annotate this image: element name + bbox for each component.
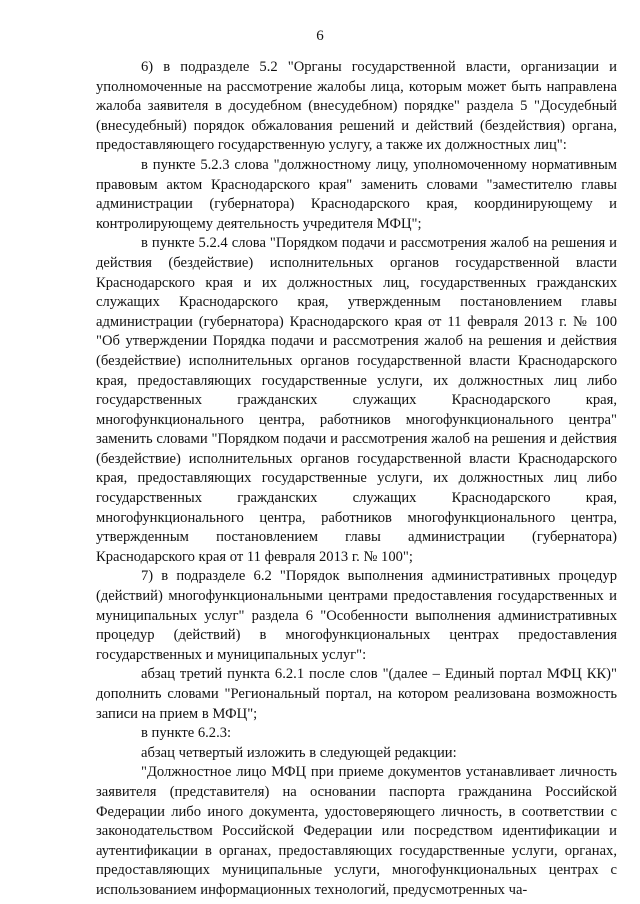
paragraph-item-7: 7) в подразделе 6.2 "Порядок выполнения административных процедур (действий) многофункциональными центрами предоставления государственных и муниципальных услуг" раздела 6 "Особенности выполнения административных процедур (действий) в многофункциональных центрах предоставления государственных и муниципальных услуг": <box>96 568 617 663</box>
page-number: 6 <box>316 28 324 44</box>
document-body <box>96 58 617 901</box>
paragraph-item-5-2-4: в пункте 5.2.4 слова "Порядком подачи и рассмотрения жалоб на решения и действия (бездействие) исполнительных органов государственной власти Краснодарского края и их должностных лиц, государственных гражданских служащих Краснодарского края, утвержденным постановлением главы администрации (губернатора) Краснодарского края от 11 февраля 2013 г. № 100 "Об утверждении Порядка подачи и рассмотрения жалоб на решения и действия (бездействие) исполнительных органов государственной власти Краснодарского края, предоставляющих государственные услуги, их должностных лиц либо государственных гражданских служащих Краснодарского края, многофункционального центра, работников многофункционального центра" заменить словами "Порядком подачи и рассмотрения жалоб на решения и действия (бездействие) исполнительных органов государственной власти Краснодарского края, предоставляющих государственные услуги, их должностных лиц либо государственных гражданских служащих Краснодарского края, многофункционального центра, работников многофункционального центра, утвержденным постановлением главы администрации (губернатора) Краснодарского края от 11 февраля 2013 г. № 100"; <box>96 235 617 565</box>
paragraph-abzac-4: абзац четвертый изложить в следующей редакции: <box>141 744 457 761</box>
paragraph-6-2-1: абзац третий пункта 6.2.1 после слов "(далее – Единый портал МФЦ КК)" дополнить словами "Региональный портал, на котором реализована возможность записи на прием в МФЦ"; <box>96 666 617 722</box>
paragraph-item-5-2-3: в пункте 5.2.3 слова "должностному лицу, уполномоченному нормативным правовым актом Краснодарского края" заменить словами "заместителю главы администрации (губернатора) Краснодарского края, координирующему и контролирующему деятельность учредителя МФЦ"; <box>96 156 617 232</box>
paragraph-quote: "Должностное лицо МФЦ при приеме документов устанавливает личность заявителя (представителя) на основании паспорта гражданина Российской Федерации либо иного документа, удостоверяющего личность, в соответствии с законодательством Российской Федерации или посредством идентификации и аутентификации в органах, предоставляющих государственные услуги, органах, предоставляющих муниципальные услуги, многофункциональных центрах с использованием информационных технологий, предусмотренных ча- <box>96 764 617 898</box>
paragraph-6-2-3: в пункте 6.2.3: <box>141 725 232 742</box>
paragraph-item-6: 6) в подразделе 5.2 "Органы государственной власти, организации и уполномоченные на рассмотрение жалобы лица, которым может быть направлена жалоба заявителя в досудебном (внесудебном) порядке" раздела 5 "Досудебный (внесудебный) порядок обжалования решений и действий (бездействия) органа, предоставляющего государственную услугу, а также их должностных лиц": <box>96 59 617 154</box>
